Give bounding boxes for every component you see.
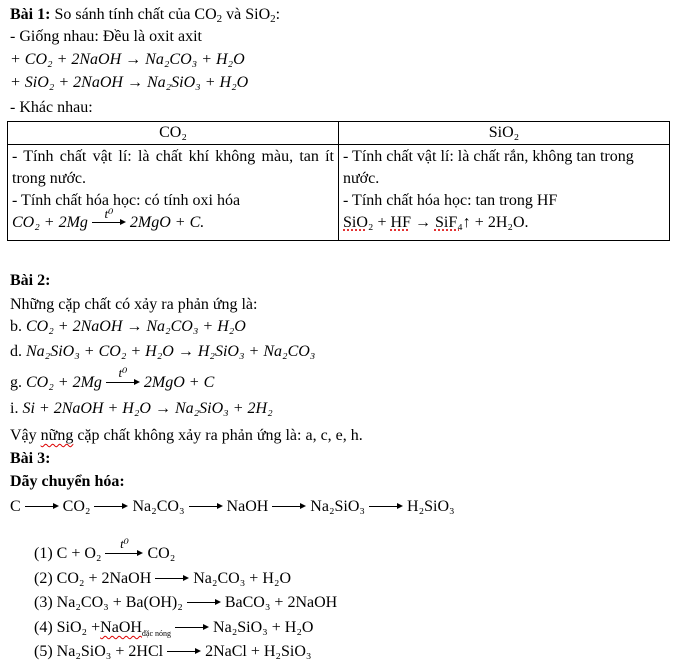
sio2-eq-rest: ↑ + 2H₂O. — [462, 214, 529, 231]
bai1-eq1: + CO₂ + 2NaOH → Na₂CO₃ + H₂O — [10, 51, 245, 68]
bai3-chain-title: Dãy chuyển hóa: — [10, 473, 125, 490]
comparison-table — [7, 121, 670, 241]
bai2-conclusion-post: cặp chất không xảy ra phản ứng là: a, c, e, h. — [73, 427, 363, 444]
co2-properties-cell — [8, 145, 339, 241]
co2-eq-condition: t⁰ — [104, 206, 114, 222]
bai2-d-label: d. — [10, 343, 22, 360]
reaction-right: Na₂CO₃ + H₂O — [193, 570, 291, 587]
right-arrow-icon — [272, 502, 306, 512]
bai2-conclusion-word: nững — [40, 427, 74, 444]
reaction-right: CO₂ — [147, 545, 176, 562]
right-arrow-icon — [175, 623, 209, 633]
reaction-left-pre: SiO₂ + — [56, 619, 101, 636]
reaction-left: CO₂ + 2NaOH — [56, 570, 152, 587]
bai2-i-eq: Si + 2NaOH + H₂O → Na₂SiO₃ + 2H₂ — [22, 400, 273, 417]
reaction-2 — [34, 569, 291, 589]
reaction-number: (5) — [34, 643, 53, 660]
right-arrow-icon — [189, 502, 223, 512]
sio2-physical: - Tính chất vật lí: là chất rắn, không tan trong nước. — [343, 148, 634, 187]
chain-item: Na₂CO₃ — [132, 498, 185, 515]
right-arrow-icon — [92, 206, 126, 228]
bai2-b-eq: CO₂ + 2NaOH → Na₂CO₃ + H₂O — [26, 318, 246, 335]
bai1-different: - Khác nhau: — [10, 99, 93, 116]
sio2-eq-sif4: SiF₄ — [434, 214, 463, 231]
bai1-title: Bài 1: — [10, 6, 51, 23]
reaction-right: BaCO₃ + 2NaOH — [224, 594, 338, 611]
sio2-eq-sio2: SiO₂ — [343, 214, 374, 231]
table-header-sio2: SiO₂ — [339, 122, 670, 145]
right-arrow-icon — [187, 598, 221, 608]
sio2-eq-hf: HF — [390, 214, 411, 231]
co2-equation — [12, 206, 334, 234]
reaction-number: (2) — [34, 570, 53, 587]
reaction-left-naoh: NaOH — [100, 619, 142, 636]
right-arrow-icon — [155, 574, 189, 584]
reaction-4 — [34, 618, 313, 644]
bai2-b-label: b. — [10, 318, 22, 335]
sio2-properties-cell — [339, 145, 670, 241]
co2-eq-left: CO₂ + 2Mg — [12, 214, 88, 231]
reaction-number: (4) — [34, 619, 53, 636]
reaction-5 — [34, 642, 311, 662]
reaction-number: (3) — [34, 594, 53, 611]
right-arrow-icon — [106, 365, 140, 388]
bai1-eq2: + SiO₂ + 2NaOH → Na₂SiO₃ + H₂O — [10, 74, 249, 91]
right-arrow-icon — [25, 502, 59, 512]
bai2-g-label: g. — [10, 374, 22, 391]
reaction-left: Na₂SiO₃ + 2HCl — [56, 643, 164, 660]
bai1-colon: : — [275, 6, 281, 23]
bai2-i-label: i. — [10, 400, 19, 417]
bai1-heading: Bài 1: So sánh tính chất của $CO_2$ và SiO$_2$: — [10, 6, 281, 25]
reaction-condition: t⁰ — [120, 536, 129, 552]
right-arrow-icon — [167, 647, 201, 657]
reaction-left-condition: đặc nóng — [141, 629, 172, 638]
bai2-g-eq-right: 2MgO + C — [143, 374, 215, 391]
reaction-number: (1) — [34, 545, 53, 562]
co2-physical: - Tính chất vật lí: là chất khí không màu, tan ít trong nước. — [12, 148, 334, 187]
reaction-right: Na₂SiO₃ + H₂O — [213, 619, 314, 636]
bai2-title: Bài 2: — [10, 272, 51, 289]
co2-eq-right: 2MgO + C. — [129, 214, 205, 231]
bai1-and: và SiO — [222, 6, 271, 23]
bai2-g-eq-left: CO₂ + 2Mg — [26, 374, 102, 391]
reaction-left: C + O₂ — [56, 545, 102, 562]
bai1-title-rest: So sánh tính chất của CO — [50, 6, 217, 23]
bai2-g — [10, 365, 215, 393]
chain-item: CO₂ — [62, 498, 91, 515]
chain-item: H₂SiO₃ — [407, 498, 455, 515]
right-arrow-icon — [369, 502, 403, 512]
sio2-chemical: - Tính chất hóa học: tan trong HF — [343, 192, 558, 209]
bai2-intro: Những cặp chất có xảy ra phản ứng là: — [10, 296, 258, 313]
reaction-3 — [34, 593, 337, 613]
reaction-1 — [34, 536, 176, 564]
right-arrow-icon — [94, 502, 128, 512]
sio2-equation — [343, 212, 665, 234]
bai2-b — [10, 317, 246, 337]
sio2-eq-plus: + — [373, 214, 391, 231]
co2-chemical: - Tính chất hóa học: có tính oxi hóa — [12, 192, 241, 209]
chain-item: NaOH — [226, 498, 269, 515]
table-header-co2: CO₂ — [8, 122, 339, 145]
right-arrow-icon — [105, 536, 143, 559]
bai2-d-eq: Na₂SiO₃ + CO₂ + H₂O → H₂SiO₃ + Na₂CO₃ — [26, 343, 316, 360]
bai2-conclusion-pre: Vậy — [10, 427, 41, 444]
reaction-right: 2NaCl + H₂SiO₃ — [205, 643, 312, 660]
reaction-left: Na₂CO₃ + Ba(OH)₂ — [56, 594, 183, 611]
bai2-conclusion — [10, 426, 363, 446]
bai2-i — [10, 399, 273, 419]
bai1-similar: - Giống nhau: Đều là oxit axit — [10, 28, 202, 45]
chain-item: C — [10, 498, 21, 515]
bai2-g-eq-condition: t⁰ — [118, 365, 128, 381]
conversion-chain — [10, 497, 455, 517]
bai3-title: Bài 3: — [10, 450, 51, 467]
sio2-eq-arrow: → — [410, 214, 435, 231]
chain-item: Na₂SiO₃ — [310, 498, 366, 515]
bai2-d — [10, 342, 315, 362]
